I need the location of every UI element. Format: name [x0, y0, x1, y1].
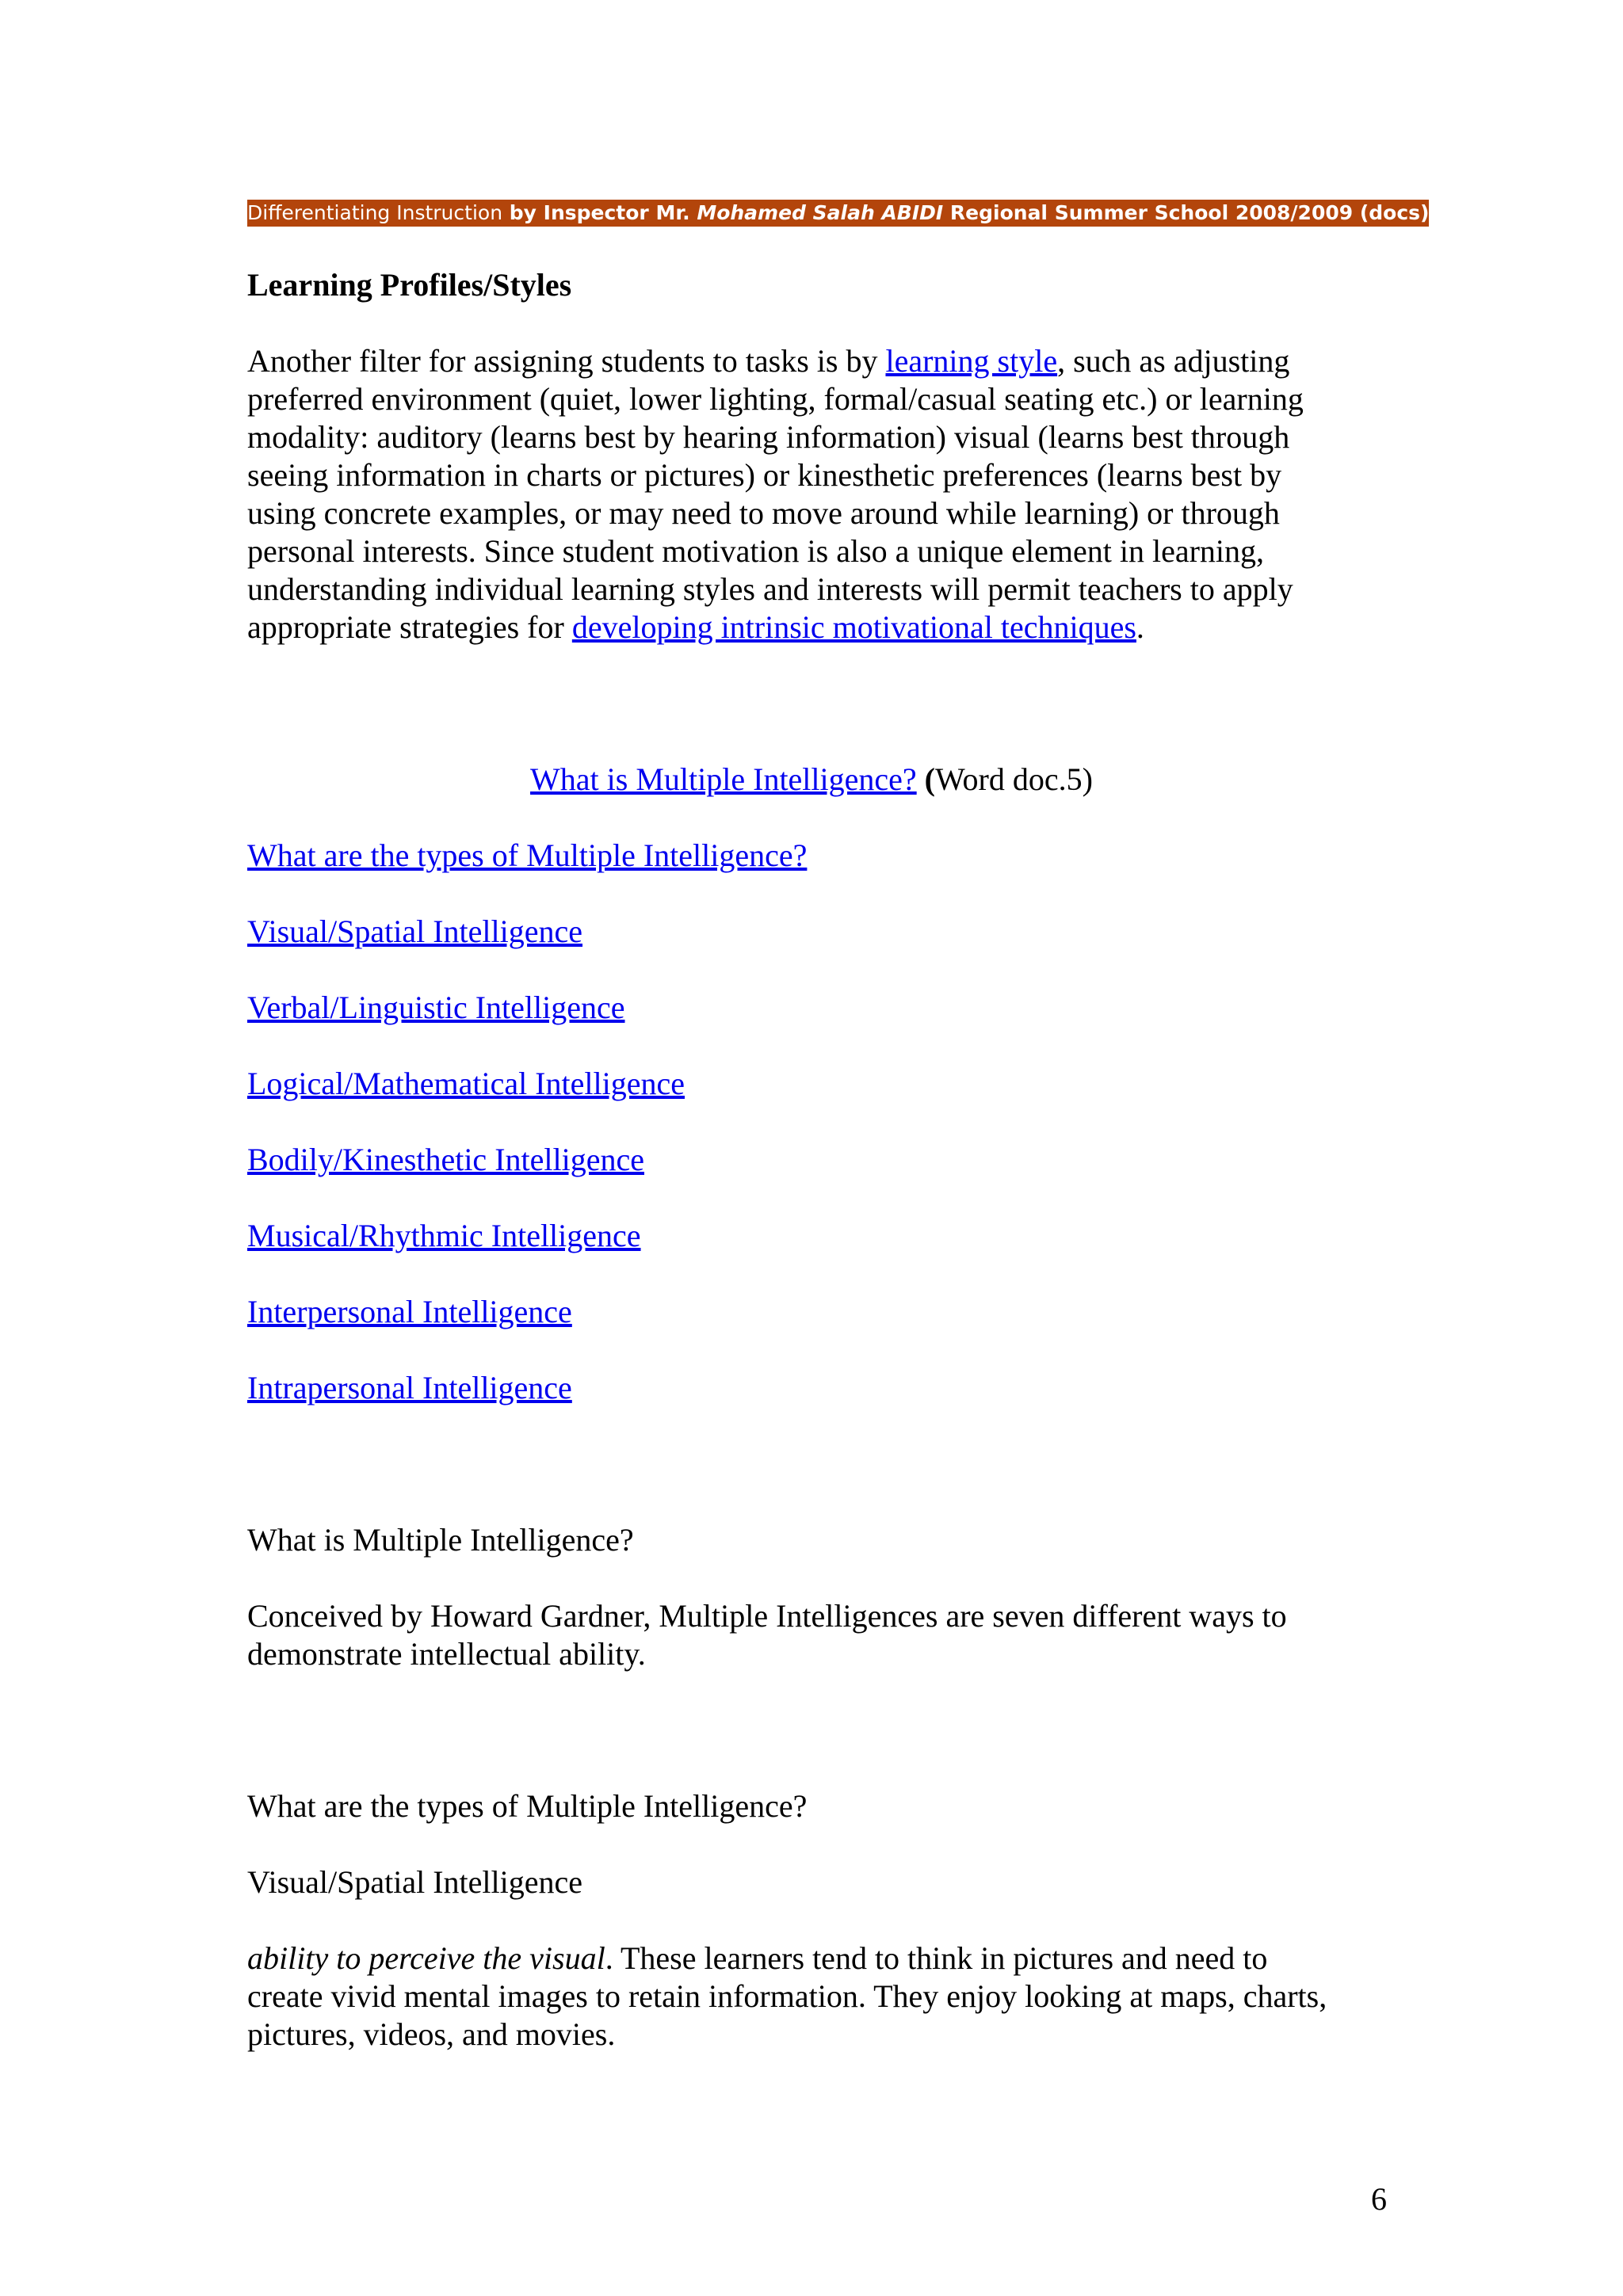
- header-event: Regional Summer School 2008/2009 (docs): [943, 201, 1430, 224]
- what-is-mi-heading: What is Multiple Intelligence?: [247, 1522, 634, 1558]
- intro-line: seeing information in charts or pictures) or kinesthetic preferences (learns best by: [247, 457, 1282, 493]
- logical-mathematical-link[interactable]: Logical/Mathematical Intelligence: [247, 1066, 685, 1101]
- intro-line: using concrete examples, or may need to move around while learning) or through: [247, 495, 1280, 531]
- visual-line: create vivid mental images to retain information. They enjoy looking at maps, charts,: [247, 1978, 1327, 2014]
- visual-italic: ability to perceive the visual: [247, 1940, 605, 1976]
- page-number: 6: [1371, 2181, 1387, 2217]
- header-title: Differentiating Instruction: [247, 201, 503, 224]
- intro-text: Another filter for assigning students to tasks is by: [247, 343, 886, 379]
- intro-text: , such as adjusting: [1057, 343, 1290, 379]
- visual-line: pictures, videos, and movies.: [247, 2016, 616, 2052]
- types-heading: What are the types of Multiple Intelligence?: [247, 1788, 808, 1824]
- interpersonal-link[interactable]: Interpersonal Intelligence: [247, 1294, 572, 1329]
- mi-paren: (: [916, 761, 935, 797]
- section-heading: Learning Profiles/Styles: [247, 267, 572, 303]
- gardner-paragraph: [247, 1597, 1388, 1673]
- running-header: [247, 200, 1429, 227]
- visual-description: [247, 1939, 1388, 2054]
- mi-link-line: [0, 761, 1623, 799]
- verbal-linguistic-link[interactable]: Verbal/Linguistic Intelligence: [247, 990, 625, 1025]
- motivational-techniques-link[interactable]: developing intrinsic motivational techniques: [571, 609, 1136, 645]
- what-is-mi-link[interactable]: What is Multiple Intelligence?: [530, 761, 917, 797]
- intro-line: personal interests. Since student motivation is also a unique element in learning,: [247, 533, 1265, 569]
- learning-style-link[interactable]: learning style: [885, 343, 1058, 379]
- musical-rhythmic-link[interactable]: Musical/Rhythmic Intelligence: [247, 1218, 641, 1253]
- visual-line: [247, 1939, 1388, 1978]
- intro-line: [247, 342, 1388, 380]
- intro-line: [247, 608, 1388, 646]
- intro-paragraph: [247, 342, 1388, 646]
- mi-doc-note: Word doc.5): [935, 761, 1093, 797]
- visual-spatial-link[interactable]: Visual/Spatial Intelligence: [247, 913, 583, 949]
- visual-spatial-heading: Visual/Spatial Intelligence: [247, 1864, 583, 1900]
- intro-text: .: [1136, 609, 1144, 645]
- intrapersonal-link[interactable]: Intrapersonal Intelligence: [247, 1370, 572, 1405]
- bodily-kinesthetic-link[interactable]: Bodily/Kinesthetic Intelligence: [247, 1142, 644, 1177]
- visual-text: . These learners tend to think in pictures and need to: [605, 1940, 1268, 1976]
- gardner-line: Conceived by Howard Gardner, Multiple Intelligences are seven different ways to: [247, 1598, 1287, 1634]
- types-of-mi-link[interactable]: What are the types of Multiple Intelligence?: [247, 837, 808, 873]
- header-by: by Inspector Mr.: [502, 201, 697, 224]
- intro-line: preferred environment (quiet, lower lighting, formal/casual seating etc.) or learning: [247, 381, 1304, 417]
- intro-line: understanding individual learning styles and interests will permit teachers to apply: [247, 571, 1293, 607]
- gardner-line: demonstrate intellectual ability.: [247, 1636, 646, 1672]
- intro-line: modality: auditory (learns best by hearing information) visual (learns best through: [247, 419, 1290, 455]
- intro-text: appropriate strategies for: [247, 609, 572, 645]
- header-author: Mohamed Salah ABIDI: [697, 201, 944, 224]
